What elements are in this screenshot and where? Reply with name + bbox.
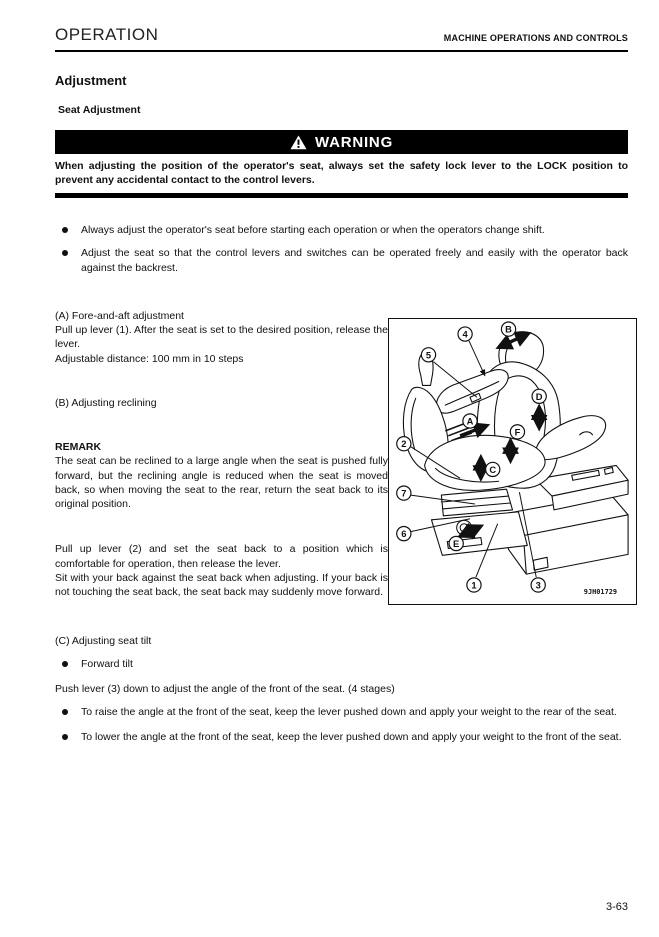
bottom-bullet-list (55, 705, 628, 744)
figure-callout-7 (397, 486, 411, 500)
figure-callout-4 (458, 327, 472, 341)
page-title: Adjustment (55, 73, 127, 88)
figure-callout-B (501, 322, 515, 336)
section-a-distance: Adjustable distance: 100 mm in 10 steps (55, 352, 244, 365)
svg-text:7: 7 (401, 488, 407, 499)
seat-figure (388, 318, 637, 605)
svg-text:E: E (453, 538, 460, 549)
lever2-line2: Sit with your back against the seat back when adjusting. If your back is not touching the seat back, the seat back may suddenly move forward. (55, 571, 388, 599)
svg-text:D: D (535, 391, 543, 402)
figure-callout-1 (467, 578, 481, 592)
svg-text:A: A (466, 416, 474, 427)
bullet-item (55, 246, 628, 275)
bullet-text: Adjust the seat so that the control levers and switches can be operated freely and easily with the operator back against the backrest. (81, 247, 628, 275)
svg-text:1: 1 (471, 580, 477, 591)
bullet-dot (62, 227, 68, 233)
figure-callout-6 (397, 526, 411, 540)
svg-text:C: C (489, 464, 497, 475)
bullet-text: To raise the angle at the front of the seat, keep the lever pushed down and apply your weight to the rear of the seat. (81, 706, 617, 719)
figure-svg (389, 319, 635, 603)
svg-text:B: B (505, 324, 512, 335)
remark-body: The seat can be reclined to a large angle when the seat is pushed fully forward, but the reclining angle is reduced when the seat is moved back, so when moving the seat to the rear, return the seat back to its original position. (55, 455, 388, 511)
section-a-body: Pull up lever (1). After the seat is set to the desired position, release the lever. (55, 324, 388, 351)
section-a-title: (A) Fore-and-aft adjustment (55, 309, 184, 322)
bullet-dot (62, 709, 68, 715)
warning-banner (55, 130, 628, 154)
chapter-title: OPERATION (55, 25, 159, 44)
bullet-item (55, 223, 628, 238)
bullet-dot (62, 734, 68, 740)
page-number: 3-63 (605, 901, 628, 913)
top-bullet-list (55, 223, 628, 276)
figure-callout-E (449, 536, 463, 550)
warning-label: WARNING (314, 133, 394, 151)
figure-callout-5 (421, 347, 435, 361)
section-b-title: (B) Adjusting reclining (55, 396, 157, 409)
bullet-item (55, 705, 628, 720)
warning-rule (55, 193, 628, 198)
svg-text:4: 4 (462, 329, 468, 340)
remark-label: REMARK (55, 441, 102, 454)
figure-code: 9JH01729 (583, 587, 618, 596)
bullet-item (55, 657, 628, 672)
figure-callout-F (510, 425, 524, 439)
svg-text:3: 3 (535, 580, 541, 591)
figure-callout-D (532, 389, 546, 403)
svg-text:F: F (514, 427, 521, 438)
figure-callout-2 (397, 436, 411, 450)
warning-text: When adjusting the position of the operator's seat, always set the safety lock lever to the LOCK position to prevent any accidental contact to the control levers. (55, 160, 628, 186)
suspension-sketch (441, 489, 512, 516)
svg-text:2: 2 (401, 438, 407, 449)
subsection-title: Seat Adjustment (58, 104, 141, 116)
bullet-text: To lower the angle at the front of the seat, keep the lever pushed down and apply your weight to the front of the seat. (81, 731, 622, 744)
section-header: MACHINE OPERATIONS AND CONTROLS (443, 33, 628, 43)
lever2-line1: Pull up lever (2) and set the seat back to a position which is comfortable for operation, then release the lever. (55, 543, 388, 570)
left-text-column (55, 309, 388, 605)
forward-tilt-bullet (55, 657, 628, 672)
bullet-item (55, 730, 628, 745)
svg-text:6: 6 (401, 528, 407, 539)
push-lever-line: Push lever (3) down to adjust the angle of the front of the seat. (4 stages) (55, 683, 395, 696)
warning-triangle-icon (290, 135, 307, 150)
bullet-dot (62, 661, 68, 667)
bullet-text: Forward tilt (81, 657, 133, 670)
page-header (55, 25, 628, 52)
bullet-text: Always adjust the operator's seat before starting each operation or when the operators change shift. (81, 223, 545, 236)
figure-callout-A (463, 414, 477, 428)
figure-callout-3 (531, 578, 545, 592)
section-c-title: (C) Adjusting seat tilt (55, 634, 152, 647)
two-column-zone (55, 309, 637, 605)
figure-callout-C (486, 462, 500, 476)
svg-text:5: 5 (425, 350, 432, 361)
bullet-dot (62, 250, 68, 256)
